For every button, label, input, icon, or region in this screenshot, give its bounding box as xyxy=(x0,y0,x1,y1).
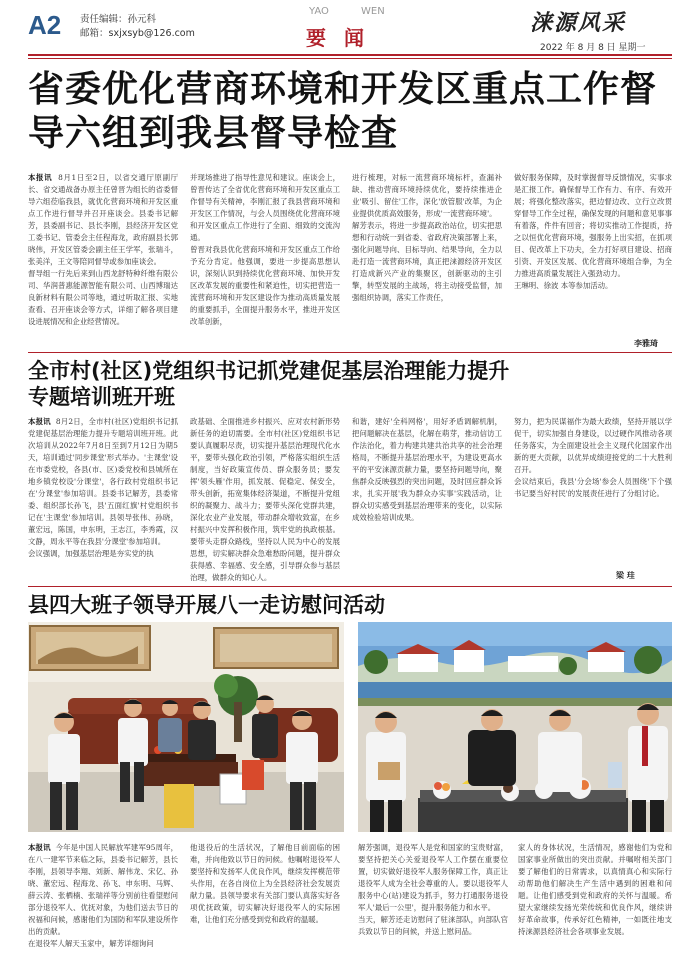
article3-col2-text: 他退役后的生活状况，了解他目前面临的困难，并向他致以节日的问候。他嘱咐退役军人要坚持和发扬军人优良作风，继续发挥模范带头作用，在各自岗位上为全县经济社会发展贡献力量。县领导要求有关部门要认真落实好各项优抚政策，切实解决好退役军人的实际困难，让他们充分感受到党和政府的温暖。 xyxy=(190,843,340,924)
article1-column-1 xyxy=(28,172,178,352)
article1-col3-text: 进行梳理，对标一流营商环境标杆，查漏补缺、推动营商环境持续优化，要持续推进企业'吸引、留住'工作，深化'放管服'改革，为企业提供优质高效服务，形成'一流营商环境'。 解芳表示，将进一步提高政治站位，切实把思想和行动统一到省委、省政府决策部署上来，强化问题导向、目标导向、结果导向，全力以赴打造一流营商环境，真正把涞源经济开发区打造成新兴产业的集聚区，创新驱动的主引擎，转型发展的主战场，将主动接受监督，加强组织协调，落实工作责任， xyxy=(352,173,502,302)
article3-headline: 县四大班子领导开展八一走访慰问活动 xyxy=(28,593,385,617)
email-line: 邮箱：sxjxsyb@126.com xyxy=(80,28,195,39)
article2-column-2 xyxy=(190,416,340,584)
article3-col4-text: 家人的身体状况，生活情况，感谢他们为党和国家事业所做出的突出贡献。并嘱咐相关部门要了解他们的日常需求，以真情真心和实际行动帮助他们解决生产生活中遇到的困难和问题。让他们感受到党和政府的关怀与温暖。希望大家继续发扬光荣传统和优良作风，继续讲好革命故事，传承好红色精神，一如既往地支持涞源县经济社会各项事业发展。 xyxy=(518,843,672,936)
article1-col1-text: 8月1日至2日，以省交通厅原副厅长、省交通战备办原主任曾晋为组长的省委督导六组莅临我县，就优化营商环境和开发区重点工作进行督导并召开座谈会。县委书记解芳，县委副书记、县长李刚，县经济开发区党工委书记、管委会主任程海龙，政府副县长郭晓伟，开发区管委会副主任王学军，张瑞斗，张美洋，王文等陪同督导或参加座谈会。 督导组一行先后来到山西龙舒特种纤维有限公司、华润普惠能源智能有限公司、山西博瑞达良新材料有限公司等地，通过听取汇报、实地查看、召开座谈会等方式，详细了解各项目建设进展情况和企业经营情况。 xyxy=(28,173,178,326)
header-rule xyxy=(28,54,672,56)
article2-col1-text: 8月2日，全市村(社区)党组织书记抓党建促基层治理能力提升专题培训班开班。此次培训从2022年7月8日至到7月12日为期5天，培训通过'同步课堂'形式举办。'主课堂'设在市委党校，各县(市、区)委党校和县城所在地乡镇党校设'分课堂'，各行政村党组织书记在'分课堂'参加培训。县委书记解芳，县委常委、组织部长孙飞，县'五面红旗'村党组织书记在'主课堂'参加培训。县领导张伟、孙晓，董宏远，陈国，申东明，王志江，李秀霞，汉文静，周永平等在我县'分课堂'参加培训。 会议强调，加强基层治理是夯实党的执 xyxy=(28,417,178,558)
article1-byline: 李雅琦 xyxy=(634,339,658,348)
visit-photo-living-room xyxy=(28,622,344,832)
article3-col1-text: 今年是中国人民解放军建军95周年，在八一建军节来临之际，县委书记解芳，县长李刚，县领导李翔、刘新、解伟龙、宋亿、孙晓、董宏远、程海龙、孙飞、申东明、马辉、薛云涛、张栖楠、张瑞祥等分别前往看望慰问部分退役军人、优抚对象，为他们送去节日的祝福和问候，感谢他们为国防和军队建设所作出的贡献。 在退役军人解天玉家中，解芳详细询问 xyxy=(28,843,178,948)
header-rule-thin xyxy=(28,58,672,59)
article2-headline xyxy=(28,358,678,410)
article1-column-3 xyxy=(352,172,502,352)
article2-col2-text: 政基础、全面推进乡村振兴、应对农村新形势新任务的迫切需要。全市村(社区)党组织书记要认真履职尽责，切实提升基层治理现代化水平，要带头强化政治引领，严格落实组织生活制度，当好政策宣传员、群众服务员；要发挥'领头雁'作用，抓发展、促稳定、保安全，带头创新，拓宽集体经济渠道，不断提升党组织的凝聚力、战斗力；要带头深化党群共建，深化农业产业发展，带动群众增收致富，在乡村振兴中发挥积极作用，筑牢党的执政根基。要带头走群众路线，坚持以人民为中心的发展思想，切实解决群众急难愁盼问题，提升群众获得感、幸福感、安全感，引导群众参与基层治理，做群众的知心人。 xyxy=(190,417,340,582)
article2-byline: 梁 珪 xyxy=(616,571,635,580)
article2-column-1 xyxy=(28,416,178,584)
article1-headline: 省委优化营商环境和开发区重点工作督导六组到我县督导检查 xyxy=(28,69,658,154)
article1-col2-text: 并现场推进了指导性意见和建议。座谈会上，曾晋传达了全省优化营商环境和开发区重点工作督导有关精神，李刚汇报了我县营商环境和开发区工作情况，与会人员围绕优化营商环境和开发区重点工作进行了全面、细致的交流沟通。 曾晋对我县优化营商环境和开发区重点工作给予充分肯定。他强调，要进一步提高思想认识，深刻认识到持续优化营商环境、加快开发区改革发展的重要性和紧迫性，切实把营造一流营商环境和开发区建设作为推动高质量发展的重要抓手，全面提升服务水平，推进开发区改革创新， xyxy=(190,173,340,326)
article1-col4-text: 做好服务保障，及时掌握督导反馈情况，实事求是汇报工作。确保督导工作有力、有序、有效开展；将强化整改落实，把边督边改、立行立改贯穿督导工作全过程，确保发现的问题和意见事事有着落，件件有回音；将切实推动工作提质，持之以恒优化营商环境，强服务上出实招，在抓项目、促改革上下功夫，全力打好项目建设、招商引资、开发区发展、优化营商环境组合拳，为全力推进高质量发展注入强劲动力。 王琳明、徐波 本等参加活动。 xyxy=(514,173,672,290)
newspaper-name: 涞源风采 xyxy=(530,10,627,36)
article3-dateline: 本报讯 xyxy=(28,843,51,852)
article2-headline-line1: 全市村(社区)党组织书记抓党建促基层治理能力提升 xyxy=(28,359,510,383)
article-divider xyxy=(28,586,672,587)
editor-line: 责任编辑：孙元科 xyxy=(80,14,157,25)
article2-col3-text: 和谐，建好'全科网格'，用好矛盾调解机制，把问题解决在基层，化解在萌芽，推动信访工作法治化，着力构建共建共治共享的社会治理格局，不断提升基层治理水平，为建设更高水平的平安涞源贡献力量，要坚持问题导向，聚焦群众反映强烈的突出问题，及时回应群众诉求，扎实开展'我为群众办实事'实践活动，让群众切实感受到基层治理带来的变化，以实际成效检验培训成果。 xyxy=(352,417,502,522)
issue-date: 2022 年 8 月 8 日 星期一 xyxy=(540,43,646,53)
article2-headline-line2: 专题培训班开班 xyxy=(28,385,175,409)
article2-column-3 xyxy=(352,416,502,584)
article3-column-1 xyxy=(28,842,178,974)
article3-column-2 xyxy=(190,842,340,974)
page-number: A2 xyxy=(28,10,62,40)
article1-column-2 xyxy=(190,172,340,352)
article3-col3-text: 解芳强调，退役军人是党和国家的宝贵财富，要坚持把关心关爱退役军人工作摆在重要位置，切实做好退役军人服务保障工作，真正让退役军人成为全社会尊重的人。要以退役军人服务中心(站)建设为抓手，努力打通服务退役军人'最后一公里'，提升服务能力和水平。 当天，解芳还走访慰问了驻涞部队，向部队官兵致以节日的问候，并送上慰问品。 xyxy=(358,843,508,936)
article3-column-3 xyxy=(358,842,508,974)
editor-info xyxy=(80,13,195,41)
article2-column-4 xyxy=(514,416,672,566)
article3-column-4 xyxy=(518,842,672,974)
visit-photo-lake-mural xyxy=(358,622,672,832)
section-pinyin-right: WEN xyxy=(361,6,385,17)
section-pinyin-left: YAO xyxy=(309,6,329,17)
article2-dateline: 本报讯 xyxy=(28,417,51,426)
article1-column-4 xyxy=(514,172,672,332)
article1-dateline: 本报讯 xyxy=(28,173,53,182)
article2-col4-text: 努力，把为民谋福作为最大政绩，坚持开展以学促干，切实加强自身建设，以过硬作风推动各项任务落实，为全面建设社会主义现代化国家作出新的更大贡献，以优异成绩迎接党的二十大胜利召开。 会议结束后，我县'分会场'参会人员围绕'下个强书记要当好村民'的发展责任进行了分组讨论。 xyxy=(514,417,672,498)
article-divider xyxy=(28,352,672,353)
section-title: 要闻 xyxy=(306,26,382,50)
